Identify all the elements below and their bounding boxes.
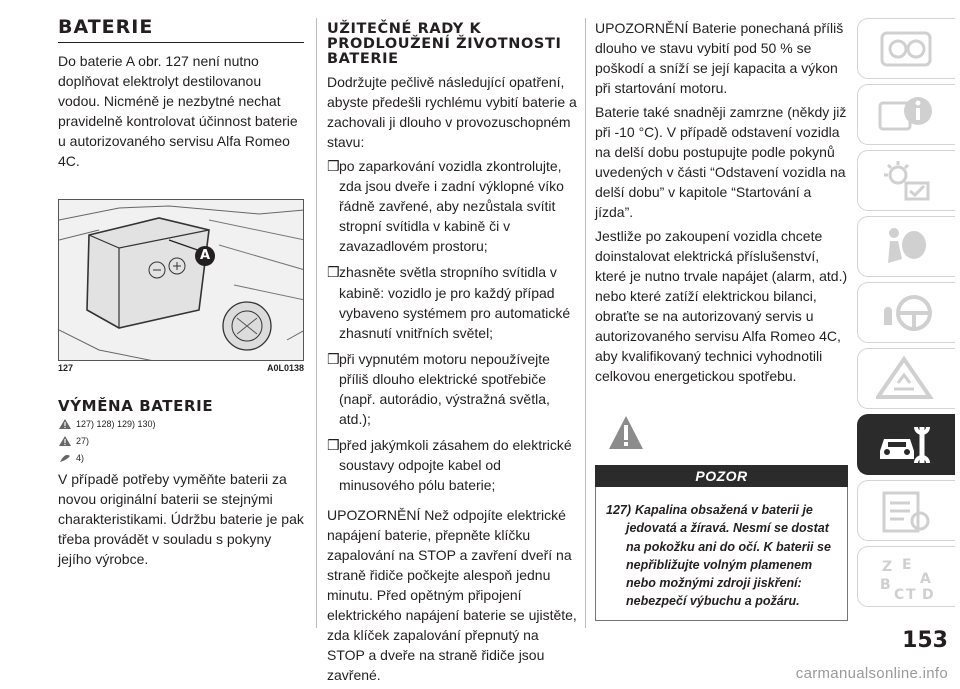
warning-ref-row-2 xyxy=(58,435,304,447)
environment-small-icon xyxy=(58,452,72,464)
pozor-text: Kapalina obsažená v baterii je jedovatá a žíravá. Nesmí se dostat na pokožku ani do očí. K baterii se nepřibližujte volným plamenem nebo možnými zdroji jiskření: nebezpečí výbuchu a požáru. xyxy=(626,503,831,608)
sidebar-tab-technical-data[interactable] xyxy=(857,480,955,541)
tip-bullet-2 xyxy=(327,262,577,342)
callout-a-label: A xyxy=(199,248,211,264)
sidebar-tab-index[interactable] xyxy=(857,546,955,607)
column-divider-2 xyxy=(585,18,586,628)
subsection-title-vymena-baterie: VÝMĚNA BATERIE xyxy=(58,397,214,416)
column-battery xyxy=(58,18,304,573)
accessories-info-text: Jestliže po zakoupení vozidla chcete doinstalovat elektrická příslušenství, které je nutno trvale napájet (alarm, atd.) nebo které zatíží elektrickou bilanci, obraťte se na autorizovaný servis u autorizovaného servisu Alfa Romeo 4C, aby kvalifikovaný technici vyhodnotili celkovou energetickou spotřebu. xyxy=(595,228,848,385)
warning-triangle-small-icon xyxy=(58,418,72,430)
tip-bullet-text-4: před jakýmkoli zásahem do elektrické soustavy odpojte kabel od minusového pólu baterie; xyxy=(339,436,572,493)
bullet-marker: ❒ xyxy=(327,436,340,453)
warning-ref-text-1: 127) 128) 129) 130) xyxy=(76,419,156,430)
steering-wheel-icon xyxy=(876,289,936,337)
technical-data-icon xyxy=(876,487,936,535)
section-title-baterie: BATERIE xyxy=(58,18,304,43)
index-letter: C xyxy=(894,587,905,601)
tips-intro-text: Dodržujte pečlivě následující opatření, abyste předešli rychlému vybití baterie a zachovali ji dlouho v provozuschopném stavu: xyxy=(327,74,577,151)
warning-ref-text-3: 4) xyxy=(76,453,85,464)
tip-bullet-1 xyxy=(327,156,577,256)
info-icon xyxy=(876,91,936,139)
freeze-info-text: Baterie také snadněji zamrzne (někdy již při -10 °C). V případě odstavení vozidla na delší dobu postupujte podle pokynů uvedených v části “Odstavení vozidla na delší dobu” v kapitole “Startování a jízda”. xyxy=(595,104,847,221)
battery-intro-text: Do baterie A obr. 127 není nutno doplňovat elektrolyt destilovanou vodou. Nicméně je nezbytné nechat pravidelně kontrolovat účinnost baterie u autorizovaného servisu Alfa Romeo 4C. xyxy=(58,52,298,170)
index-letter: D xyxy=(922,587,934,601)
airbag-icon xyxy=(876,223,936,271)
watermark: carmanualsonline.info xyxy=(795,665,948,682)
callout-a xyxy=(195,246,215,266)
sidebar-tab-maintenance[interactable] xyxy=(857,414,955,475)
tip-bullet-text-3: při vypnutém motoru nepoužívejte příliš dlouho elektrické spotřebiče (např. autorádio, výstražná světla, atd.); xyxy=(339,350,550,427)
tip-bullet-text-2: zhasněte světla stropního svítidla v kabině: vozidlo je pro každý případ vybaveno systémem pro automatické zhasnutí vnitřních světel; xyxy=(339,264,571,341)
warning-triangle-icon xyxy=(876,355,936,403)
sidebar-tab-driving[interactable] xyxy=(857,282,955,343)
lights-icon xyxy=(876,157,936,205)
index-letter: B xyxy=(880,577,891,593)
alphabetical-index-icon xyxy=(876,553,936,601)
disconnect-warning-text: UPOZORNĚNÍ Než odpojíte elektrické napájení baterie, přepněte klíčku zapalování na STOP a zavření dveří na straně řidiče počkejte alespoň jednu minutu. Před opětným připojení elektrického napájení baterie se ujistěte, zda klíček zapalování přepnutý na STOP a dveře na straně řidiče jsou zavřené. xyxy=(327,506,577,683)
section-title-battery-tips: UŽITEČNÉ RADY K PRODLOUŽENÍ ŽIVOTNOSTI BATERIE xyxy=(327,21,562,67)
tip-bullet-text-1: po zaparkování vozidla zkontrolujte, zda jsou dveře i zadní výklopné víko řádně zavřené, aby nezůstala svítit stropní svítidla v kabině či v zavazadlovém prostoru; xyxy=(339,158,564,255)
pozor-header: POZOR xyxy=(595,465,848,487)
warning-ref-row-1 xyxy=(58,418,304,430)
pozor-number: 127) xyxy=(606,503,632,518)
index-letter: T xyxy=(906,587,916,601)
pozor-box xyxy=(595,487,848,621)
car-service-icon xyxy=(876,421,936,469)
danger-triangle-icon xyxy=(607,414,645,452)
battery-figure xyxy=(58,199,304,361)
bullet-marker: ❒ xyxy=(327,264,340,281)
danger-icon-wrap xyxy=(607,414,848,457)
figure-caption xyxy=(58,363,304,373)
sidebar-tab-lights[interactable] xyxy=(857,150,955,211)
sidebar-tab-dashboard[interactable] xyxy=(857,18,955,79)
index-letter: A xyxy=(920,571,931,587)
bullet-marker: ❒ xyxy=(327,350,340,367)
column-divider-1 xyxy=(316,18,317,628)
warning-ref-text-2: 27) xyxy=(76,436,90,447)
battery-illustration xyxy=(59,200,304,361)
discharge-warning-text: UPOZORNĚNÍ Baterie ponechaná příliš dlouho ve stavu vybití pod 50 % se poškodí a sníží se její kapacita a výkon při startování motoru. xyxy=(595,20,844,97)
battery-replace-text: V případě potřeby vyměňte baterii za novou originální baterii se stejnými charakteristikami. Údržbu baterie je pak třeba provádět v souladu s pokyny jejího výrobce. xyxy=(58,471,304,568)
tip-bullet-3 xyxy=(327,349,577,429)
car-dashboard-icon xyxy=(876,25,936,73)
index-letter: E xyxy=(902,557,912,573)
sidebar-tab-info[interactable] xyxy=(857,84,955,145)
figure-number: 127 xyxy=(58,363,74,374)
sidebar-tab-emergency[interactable] xyxy=(857,348,955,409)
index-letter: Z xyxy=(882,559,893,575)
column-battery-tips xyxy=(327,22,577,689)
page-number: 153 xyxy=(902,628,948,653)
figure-code: A0L0138 xyxy=(266,363,304,374)
column-battery-notes xyxy=(595,18,848,621)
bullet-marker: ❒ xyxy=(327,158,340,175)
caution-triangle-small-icon xyxy=(58,435,72,447)
warning-ref-row-3 xyxy=(58,452,304,464)
sidebar-tab-safety[interactable] xyxy=(857,216,955,277)
tip-bullet-4 xyxy=(327,435,577,495)
